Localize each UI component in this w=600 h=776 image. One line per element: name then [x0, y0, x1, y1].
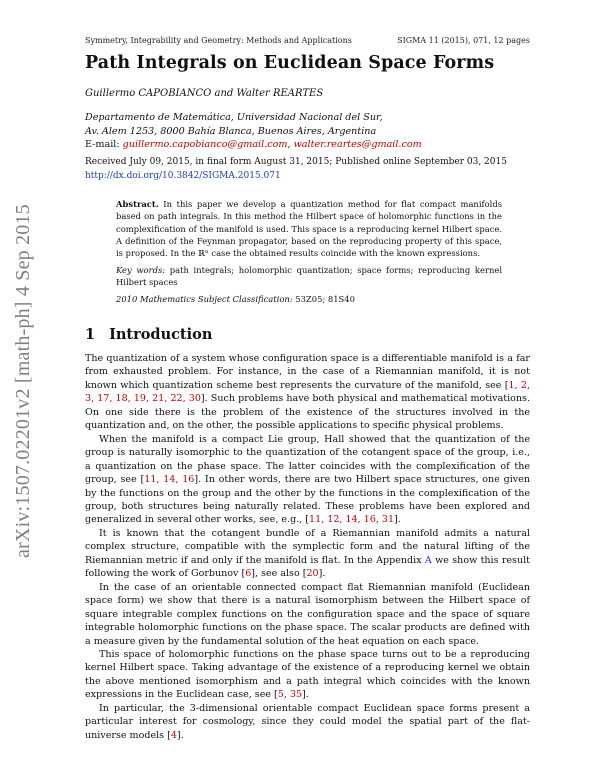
email-label: E-mail:: [85, 139, 120, 150]
received-dates: Received July 09, 2015, in final form August 31, 2015; Published online September 03, 2015: [85, 157, 507, 167]
paragraph-text: ].: [394, 514, 401, 526]
paragraph-text: In particular, the 3-dimensional orientable compact Euclidean space forms present a particular interest for cosmology, since they could model the spatial part of the flat-universe models [: [85, 702, 530, 741]
paragraph-6: [85, 702, 530, 742]
paragraph-text: we show this result following the work of Gorbunov [: [85, 554, 530, 580]
msc-classification: [116, 294, 502, 304]
affiliation-line-1: Departamento de Matemática, Universidad Nacional del Sur,: [85, 112, 383, 123]
section-heading: [85, 326, 212, 343]
abstract-text: In this paper we develop a quantization method for flat compact manifolds based on path integrals. In this method the Hilbert space of holomorphic functions in the complexification of the manifold is used. This space is a reproducing kernel Hilbert space. A definition of the Feynman propagator, based on the reproducing property of this space, is proposed. In the ℝⁿ case the obtained results coincide with the known expressions.: [116, 199, 502, 259]
paper-title: Path Integrals on Euclidean Space Forms: [85, 53, 495, 73]
authors: Guillermo CAPOBIANCO and Walter REARTES: [85, 88, 324, 99]
paragraph-text: ]. Such problems have both physical and mathematical motivations. On one side there is the problem of the existence of the structures involved in the quantization and, on the other, the possible applications to specific physical problems.: [85, 393, 530, 432]
msc-codes: 53Z05; 81S40: [295, 294, 355, 304]
paragraph-text: This space of holomorphic functions on the phase space turns out to be a reproducing kernel Hilbert space. Taking advantage of the existence of a reproducing kernel we obtain the above mentioned isomorphism and a path integral which coincides with the known expressions in the Euclidean case, see [: [85, 648, 530, 701]
appendix-link[interactable]: A: [424, 554, 432, 566]
email-separator: ,: [287, 139, 291, 150]
citation-link[interactable]: 6: [245, 568, 252, 580]
keywords-label: Key words:: [116, 265, 166, 275]
doi-link[interactable]: http://dx.doi.org/10.3842/SIGMA.2015.071: [85, 170, 281, 181]
citation-link[interactable]: 11, 12, 14, 16, 31: [309, 514, 395, 526]
citation-link[interactable]: 5, 35: [277, 689, 303, 701]
paragraph-text: ].: [318, 568, 326, 580]
section-body: [85, 352, 530, 742]
keywords-text: path integrals; holomorphic quantization; space forms; reproducing kernel Hilbert spaces: [116, 265, 503, 288]
paragraph-text: ]. In other words, there are two Hilbert space structures, one given by the functions on the group and the other by the functions in the complexification of the group, both structures being naturally related. These problems have been explored and generalized in several other works, see, e.g., [: [85, 474, 530, 526]
publication-history: [85, 156, 545, 183]
citation-link[interactable]: 1, 2, 3, 17, 18, 19, 21, 22, 30: [85, 379, 530, 405]
paragraph-text: In the case of an orientable connected compact flat Riemannian manifold (Euclidean space form) we show that there is a natural isomorphism between the Hilbert space of square integrable complex functions on the configuration space and the space of square integrable holomorphic functions on the phase space. The scalar products are defined with a measure given by the fundamental solution of the heat equation on each space.: [85, 581, 530, 647]
journal-name: Symmetry, Integrability and Geometry: Methods and Applications: [85, 36, 352, 45]
email-link-1[interactable]: guillermo.capobianco@gmail.com: [122, 139, 288, 150]
citation-link[interactable]: 11, 14, 16: [144, 474, 195, 486]
email-line: [85, 139, 422, 150]
keywords: [116, 264, 502, 289]
arxiv-stamp: arXiv:1507.02201v2 [math-ph] 4 Sep 2015: [11, 204, 34, 558]
paragraph-3: [85, 527, 530, 581]
paragraph-text: It is known that the cotangent bundle of a Riemannian manifold admits a natural complex structure, compatible with the symplectic form and the natural lifting of the Riemannian metric if and only if the manifold is flat. In the Appendix: [85, 527, 530, 566]
section-title: Introduction: [109, 326, 213, 343]
paragraph-text: When the manifold is a compact Lie group, Hall showed that the quantization of the group is naturally isomorphic to the quantization of the cotangent space of the group, i.e., a quantization on the phase space. The latter coincides with the complexification of the group, see [: [85, 433, 530, 486]
abstract: [116, 198, 502, 259]
paragraph-1: [85, 352, 530, 433]
email-link-2[interactable]: walter.reartes@gmail.com: [293, 139, 422, 150]
paragraph-2: [85, 433, 530, 527]
abstract-label: Abstract.: [116, 199, 159, 209]
affiliation-line-2: Av. Alem 1253, 8000 Bahía Blanca, Buenos Aires, Argentina: [85, 125, 377, 137]
section-number: 1: [85, 326, 96, 343]
citation-link[interactable]: 4: [170, 729, 177, 741]
paragraph-4: [85, 581, 530, 648]
affiliation: [85, 111, 383, 138]
paragraph-text: ].: [176, 729, 184, 741]
paragraph-5: [85, 648, 530, 702]
msc-label: 2010 Mathematics Subject Classification:: [116, 294, 293, 304]
paragraph-text: The quantization of a system whose configuration space is a differentiable manifold is a far from exhausted problem. For instance, in the case of a Riemannian manifold, it is not known which quantization scheme best represents the curvature of the manifold, see [: [85, 353, 530, 391]
citation-link[interactable]: 20: [306, 568, 319, 580]
paragraph-text: ].: [302, 689, 309, 701]
running-head: [85, 36, 530, 45]
journal-citation: SIGMA 11 (2015), 071, 12 pages: [397, 36, 530, 45]
paragraph-text: ], see also [: [251, 568, 307, 580]
